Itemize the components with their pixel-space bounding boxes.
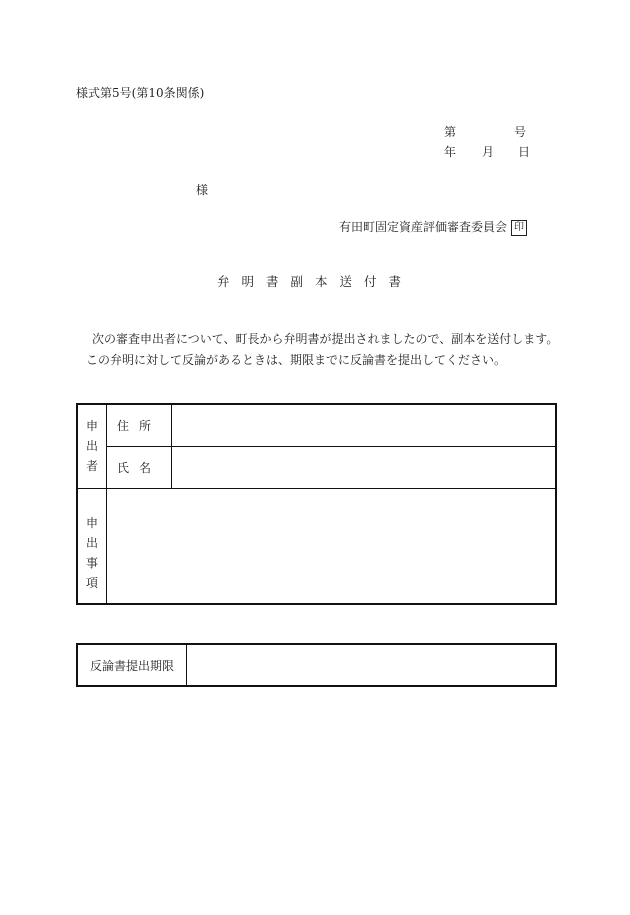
seal-mark: 印	[511, 220, 527, 236]
document-number-line	[444, 123, 526, 140]
matter-field[interactable]	[107, 488, 557, 604]
body-line-2: この弁明に対して反論があるときは、期限までに反論書を提出してください。	[86, 353, 507, 367]
body-line-1: 次の審査申出者について、町長から弁明書が提出されましたので、副本を送付します。	[92, 332, 559, 346]
applicant-table	[76, 403, 557, 605]
sender-name: 有田町固定資産評価審査委員会	[339, 220, 508, 234]
applicant-label-cell	[77, 404, 107, 488]
name-field[interactable]	[172, 446, 557, 488]
matter-label-char: 申	[85, 515, 98, 530]
applicant-label-char: 者	[85, 459, 98, 474]
number-prefix: 第	[444, 125, 457, 139]
number-suffix: 号	[514, 125, 527, 139]
applicant-label-char: 申	[85, 419, 98, 434]
name-label: 氏名	[107, 446, 172, 488]
document-title: 弁明書副本送付書	[216, 274, 413, 289]
matter-label-char: 出	[85, 535, 98, 550]
deadline-field[interactable]	[187, 644, 557, 686]
matter-label-char: 事	[85, 555, 98, 570]
applicant-label-char: 出	[85, 439, 98, 454]
date-line	[444, 143, 530, 160]
deadline-table	[76, 643, 557, 687]
form-number: 様式第5号(第10条関係)	[76, 86, 205, 100]
body-text	[86, 329, 559, 371]
deadline-label: 反論書提出期限	[77, 644, 187, 686]
year-label: 年	[444, 145, 457, 159]
address-field[interactable]	[172, 404, 557, 446]
address-label: 住所	[107, 404, 172, 446]
recipient-honorific: 様	[196, 183, 209, 197]
matter-label-cell	[77, 488, 107, 604]
matter-label-char: 項	[85, 575, 98, 590]
month-label: 月	[482, 145, 495, 159]
day-label: 日	[518, 145, 531, 159]
sender-line	[339, 218, 527, 236]
